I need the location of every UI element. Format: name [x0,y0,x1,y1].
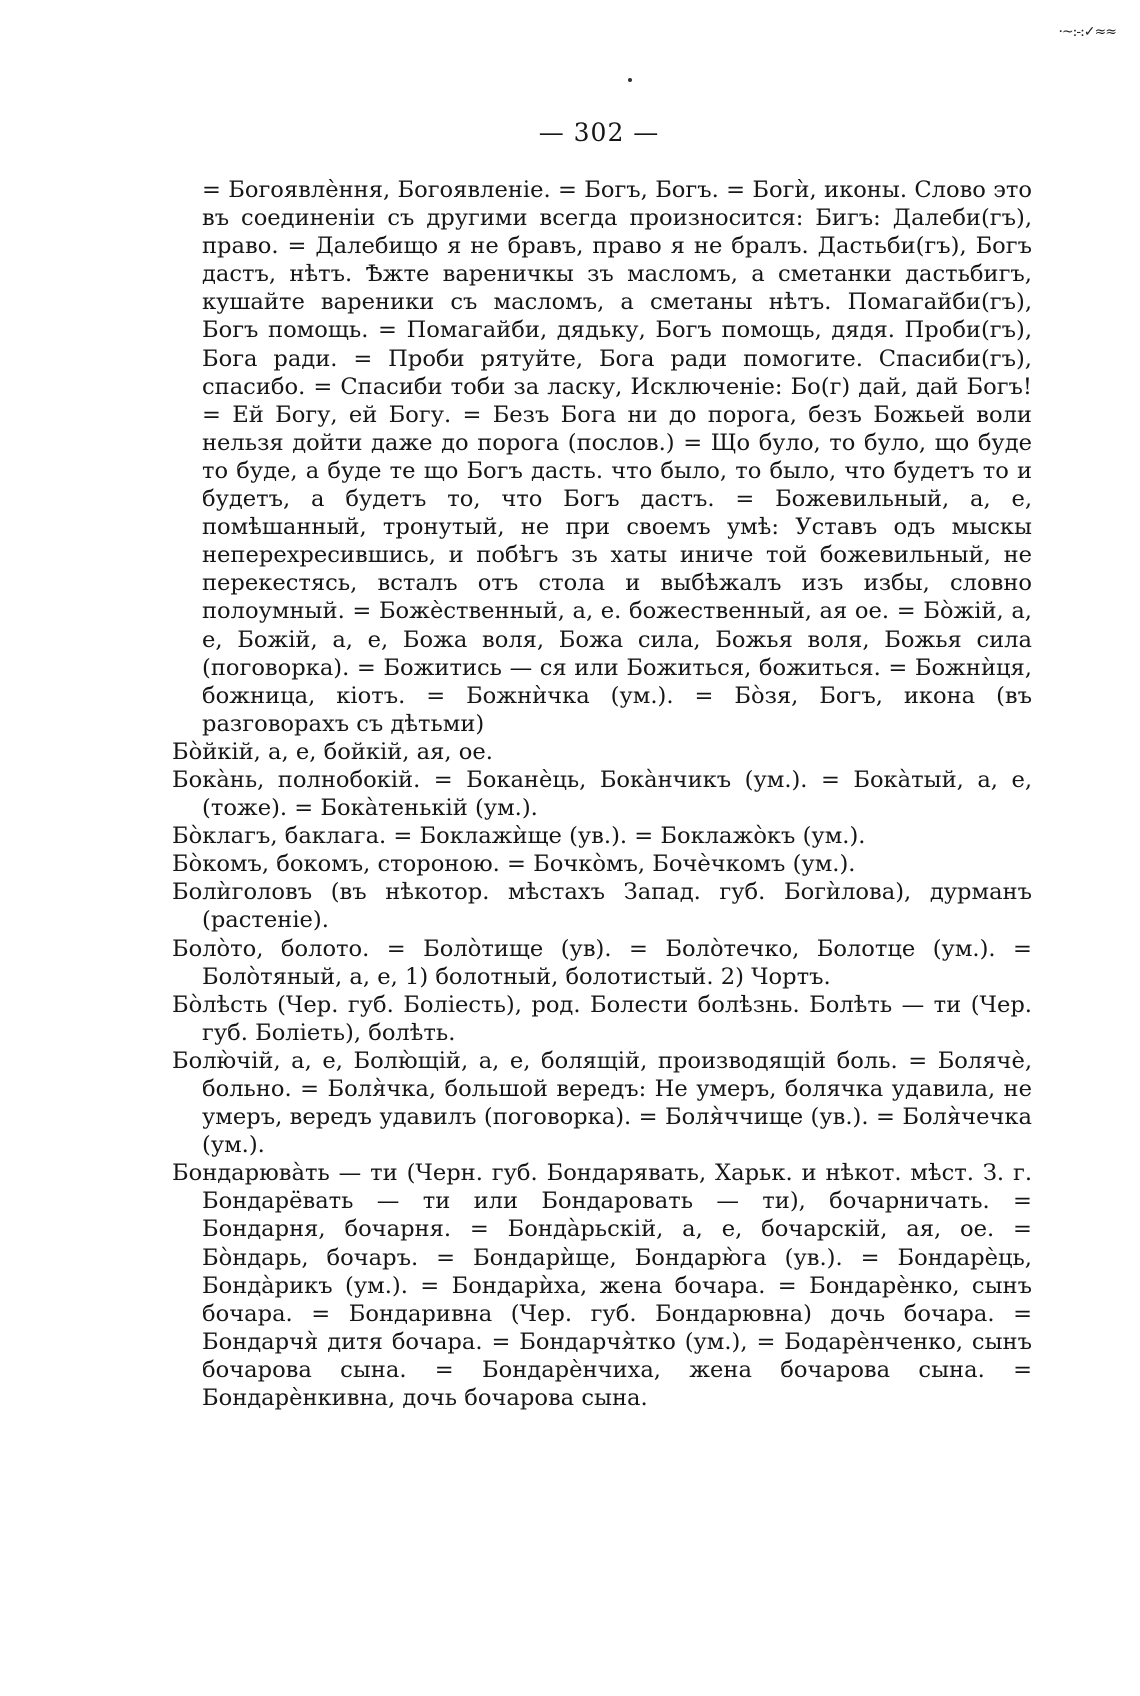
entry-bokan: Бока̀нь, полнобокій. = Боканѐць, Бока̀нчикъ (ум.). = Бока̀тый, а, е, (тоже). = Бока̀тенькій (ум.). [172,766,1032,822]
entry-boluchii: Болю̀чій, а, е, Болю̀щій, а, е, болящій, производящій боль. = Болячѐ, больно. = Боля̀чка, большой вередъ: Не умеръ, болячка удавила, не умеръ, вередъ удавилъ (поговорка). = Боля̀ччище (ув.). = Боля̀чечка (ум.). [172,1047,1032,1159]
entry-bondaruvat: Бондарюва̀ть — ти (Черн. губ. Бондарявать, Харьк. и нѣкот. мѣст. З. г. Бондарёвать — ти или Бондаровать — ти), бочарничать. = Бондарня, бочарня. = Бонда̀рьскій, а, е, бочарскій, ая, ое. = Бо̀ндарь, бочаръ. = Бондарѝще, Бондарю̀га (ув.). = Бондарѐць, Бонда̀рикъ (ум.). = Бондарѝха, жена бочара. = Бондарѐнко, сынъ бочара. = Бондаривна (Чер. губ. Бондарювна) дочь бочара. = Бондарчя̀ дитя бочара. = Бондарчя̀тко (ум.), = Бодарѐнченко, сынъ бочарова сына. = Бондарѐнчиха, жена бочарова сына. = Бондарѐнкивна, дочь бочарова сына. [172,1160,1032,1412]
entry-boikii: Бо̀йкій, а, е, бойкій, ая, ое. [172,738,493,765]
page-number [0,118,1140,148]
entry-continued: = Богоявлѐння, Богоявленіе. = Богъ, Богъ. = Богѝ, иконы. Слово это въ соединеніи съ другими всегда произносится: Бигъ: Далеби(гъ), право. = Далебищо я не бравъ, право я не бралъ. Дастьби(гъ), Богъ дастъ, нѣтъ. Ѣжте вареничкы зъ масломъ, а сметанки дастьбигъ, кушайте вареники съ масломъ, а сметаны нѣтъ. Помагайби(гъ), Богъ помощь. = Помагайби, дядьку, Богъ помощь, дядя. Проби(гъ), Бога ради. = Проби рятуйте, Бога ради помогите. Спасиби(гъ), спасибо. = Спасиби тоби за ласку, Исключеніе: Бо(г) дай, дай Богъ! = Ей Богу, ей Богу. = Безъ Бога ни до порога, безъ Божьей воли нельзя дойти даже до порога (послов.) = Що було, то було, що буде то буде, а буде те що Богъ дасть. что было, то было, что будетъ то и будетъ, а будетъ то, что Богъ дастъ. = Божевильный, а, е, помѣшанный, тронутый, не при своемъ умѣ: Уставъ одъ мыскы неперехресившись, и побѣгъ зъ хаты иниче той божевильный, не перекестясь, всталъ отъ стола и выбѣжалъ изъ избы, словно полоумный. = Божѐственный, а, е. божественный, ая ое. = Бо̀жій, а, е, Божій, а, е, Божа воля, Божа сила, Божья воля, Божья сила (поговорка). = Божитись — ся или Божиться, божиться. = Божнѝця, божница, кіотъ. = Божнѝчка (ум.). = Бо̀зя, Богъ, икона (въ разговорахъ съ дѣтьми) [202,177,1032,737]
entry-boligolov: Болѝголовъ (въ нѣкотор. мѣстахъ Запад. губ. Богѝлова), дурманъ (растеніе). [172,879,1032,934]
entry-bolest: Бо̀лѣсть (Чер. губ. Боліесть), род. Болести болѣзнь. Болѣть — ти (Чер. губ. Боліеть), болѣть. [172,991,1032,1046]
corner-scan-mark: ·~:-:✓≈≈ [1058,24,1116,40]
entry-boklag: Бо̀клагъ, баклага. = Боклажѝще (ув.). = Боклажо̀къ (ум.). [172,823,866,850]
stray-dot [628,78,632,82]
dictionary-text [172,176,1032,1412]
entry-boloto: Боло̀то, болото. = Боло̀тище (ув). = Боло̀течко, Болотце (ум.). = Боло̀тяный, а, е, 1) болотный, болотистый. 2) Чортъ. [172,935,1032,990]
entry-bokom: Бо̀комъ, бокомъ, стороною. = Бочко̀мъ, Бочѐчкомъ (ум.). [172,851,856,878]
page-number-text: — 302 — [538,118,660,147]
